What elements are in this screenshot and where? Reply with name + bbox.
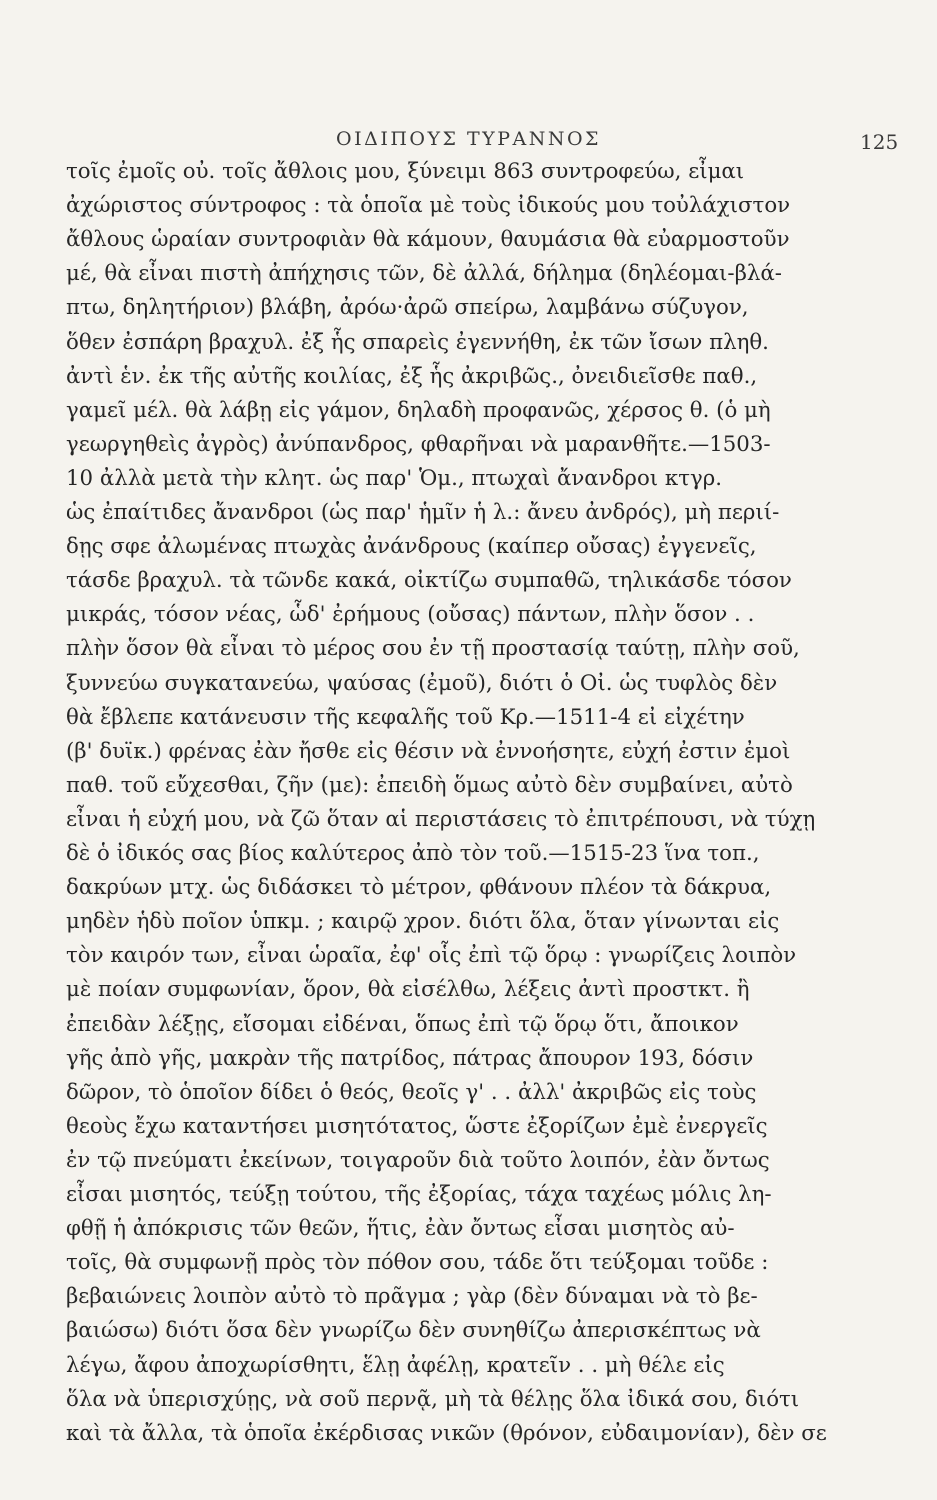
text-line: καὶ τὰ ἄλλα, τὰ ὁποῖα ἐκέρδισας νικῶν (θρόνον, εὐδαιμονίαν), δὲν σε: [66, 1420, 827, 1446]
text-line: ἐν τῷ πνεύματι ἐκείνων, τοιγαροῦν διὰ τοῦτο λοιπόν, ἐὰν ὄντως: [66, 1147, 770, 1173]
text-line: δῶρον, τὸ ὁποῖον δίδει ὁ θεός, θεοῖς γ' . . ἀλλ' ἀκριβῶς εἰς τοὺς: [66, 1079, 757, 1105]
text-line: ἄθλους ὡραίαν συντροφιὰν θὰ κάμουν, θαυμάσια θὰ εὐαρμοστοῦν: [66, 227, 790, 253]
text-line: ξυννεύω συγκατανεύω, ψαύσας (ἐμοῦ), διότι ὁ Οἰ. ὡς τυφλὸς δὲν: [66, 670, 778, 696]
text-line: εἶσαι μισητός, τεύξῃ τούτου, τῆς ἐξορίας, τάχα ταχέως μόλις λη-: [66, 1182, 772, 1207]
text-line: ὅλα νὰ ὑπερισχύῃς, νὰ σοῦ περνᾷ, μὴ τὰ θέλῃς ὅλα ἰδικά σου, διότι: [66, 1386, 800, 1412]
text-line: δὲ ὁ ἰδικός σας βίος καλύτερος ἀπὸ τὸν τοῦ.—1515-23 ἵνα τοπ.,: [66, 841, 760, 866]
text-line: ἐπειδὰν λέξῃς, εἴσομαι εἰδέναι, ὅπως ἐπὶ τῷ ὅρῳ ὅτι, ἄποικον: [66, 1011, 739, 1037]
text-line: ὡς ἐπαίτιδες ἄνανδροι (ὡς παρ' ἡμῖν ἡ λ.: ἄνευ ἀνδρός), μὴ περιί-: [66, 500, 780, 525]
text-line: βαιώσω) διότι ὅσα δὲν γνωρίζω δὲν συνηθίζω ἀπερισκέπτως νὰ: [66, 1318, 761, 1344]
running-title: ΟΙΔΙΠΟΥΣ ΤΥΡΑΝΝΟΣ: [336, 128, 601, 150]
text-line: μηδὲν ἡδὺ ποῖον ὑπκμ. ; καιρῷ χρον. διότι ὅλα, ὅταν γίνωνται εἰς: [66, 909, 780, 935]
text-line: μικράς, τόσον νέας, ὧδ' ἐρήμους (οὔσας) πάντων, πλὴν ὅσον . .: [66, 602, 755, 628]
text-line: γῆς ἀπὸ γῆς, μακρὰν τῆς πατρίδος, πάτρας ἄπουρον 193, δόσιν: [66, 1045, 754, 1071]
text-line: βεβαιώνεις λοιπὸν αὐτὸ τὸ πρᾶγμα ; γὰρ (δὲν δύναμαι νὰ τὸ βε-: [66, 1284, 758, 1310]
text-line: 10 ἀλλὰ μετὰ τὴν κλητ. ὡς παρ' Ὁμ., πτωχαὶ ἄνανδροι κτγρ.: [66, 465, 722, 491]
page-number: 125: [860, 130, 899, 154]
text-line: πτω, δηλητήριον) βλάβη, ἀρόω·ἀρῶ σπείρω, λαμβάνω σύζυγον,: [66, 295, 749, 321]
text-line: φθῇ ἡ ἀπόκρισις τῶν θεῶν, ἥτις, ἐὰν ὄντως εἶσαι μισητὸς αὐ-: [66, 1216, 735, 1242]
text-line: πλὴν ὅσον θὰ εἶναι τὸ μέρος σου ἐν τῇ προστασίᾳ ταύτῃ, πλὴν σοῦ,: [66, 636, 800, 662]
text-line: (β' δυϊκ.) φρένας ἐὰν ἤσθε εἰς θέσιν νὰ ἐννοήσητε, εὐχή ἐστιν ἐμοὶ: [66, 738, 791, 764]
text-line: θὰ ἔβλεπε κατάνευσιν τῆς κεφαλῆς τοῦ Κρ.—1511-4 εἰ εἰχέτην: [66, 704, 745, 730]
text-line: τὸν καιρόν των, εἶναι ὡραῖα, ἐφ' οἷς ἐπὶ τῷ ὅρῳ : γνωρίζεις λοιπὸν: [66, 943, 797, 969]
text-line: δακρύων μτχ. ὡς διδάσκει τὸ μέτρον, φθάνουν πλέον τὰ δάκρυα,: [66, 875, 772, 901]
text-line: παθ. τοῦ εὔχεσθαι, ζῆν (με): ἐπειδὴ ὅμως αὐτὸ δὲν συμβαίνει, αὐτὸ: [66, 772, 793, 798]
text-line: τοῖς, θὰ συμφωνῇ πρὸς τὸν πόθον σου, τάδε ὅτι τεύξομαι τοῦδε :: [66, 1250, 769, 1276]
text-line: τοῖς ἐμοῖς οὐ. τοῖς ἄθλοις μου, ξύνειμι 863 συντροφεύω, εἶμαι: [66, 159, 745, 184]
text-line: γαμεῖ μέλ. θὰ λάβῃ εἰς γάμον, δηλαδὴ προφανῶς, χέρσος θ. (ὁ μὴ: [66, 397, 771, 423]
text-line: γεωργηθεὶς ἀγρὸς) ἀνύπανδρος, φθαρῆναι νὰ μαρανθῆτε.—1503-: [66, 431, 771, 457]
text-line: θεοὺς ἔχω καταντήσει μισητότατος, ὥστε ἐξορίζων ἐμὲ ἐνεργεῖς: [66, 1113, 768, 1139]
text-line: μὲ ποίαν συμφωνίαν, ὅρον, θὰ εἰσέλθω, λέξεις ἀντὶ προστκτ. ἢ: [66, 977, 750, 1003]
text-line: ἀντὶ ἑν. ἐκ τῆς αὐτῆς κοιλίας, ἐξ ἧς ἀκριβῶς., ὀνειδιεῖσθε παθ.,: [66, 363, 758, 389]
text-line: εἶναι ἡ εὐχή μου, νὰ ζῶ ὅταν αἱ περιστάσεις τὸ ἐπιτρέπουσι, νὰ τύχῃ: [66, 806, 816, 832]
text-line: ὅθεν ἐσπάρη βραχυλ. ἐξ ἧς σπαρεὶς ἐγεννήθη, ἐκ τῶν ἴσων πληθ.: [66, 329, 769, 355]
text-line: τάσδε βραχυλ. τὰ τῶνδε κακά, οἰκτίζω συμπαθῶ, τηλικάσδε τόσον: [66, 568, 792, 594]
text-line: ἀχώριστος σύντροφος : τὰ ὁποῖα μὲ τοὺς ἰδικούς μου τοὐλάχιστον: [66, 193, 791, 219]
text-line: μέ, θὰ εἶναι πιστὴ ἀπήχησις τῶν, δὲ ἀλλά, δήλημα (δηλέομαι-βλά-: [66, 261, 782, 287]
text-line: λέγω, ἄφου ἀποχωρίσθητι, ἕλῃ ἀφέλῃ, κρατεῖν . . μὴ θέλε εἰς: [66, 1352, 725, 1378]
text-line: δῃς σφε ἀλωμένας πτωχὰς ἀνάνδρους (καίπερ οὔσας) ἐγγενεῖς,: [66, 534, 757, 560]
